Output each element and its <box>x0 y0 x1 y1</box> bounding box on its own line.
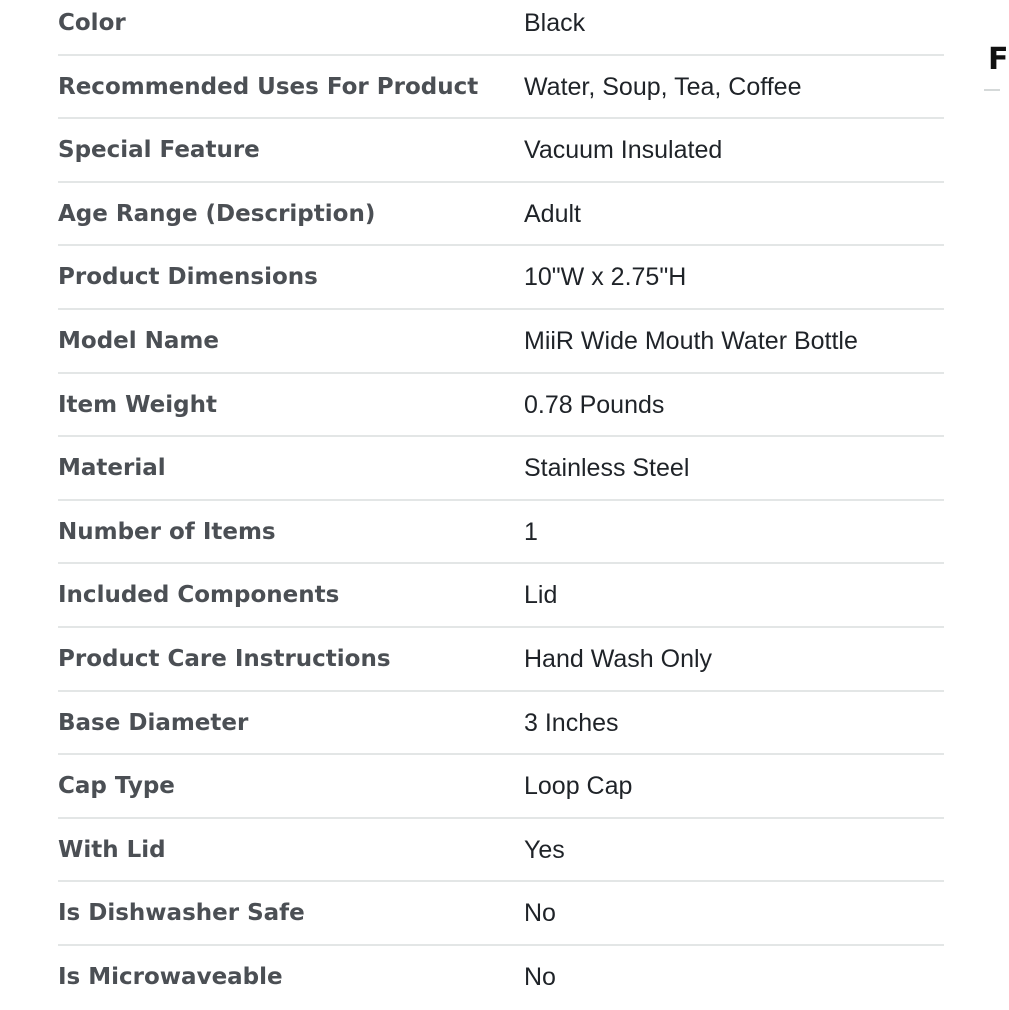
spec-value: Vacuum Insulated <box>524 136 723 165</box>
spec-value: No <box>524 962 556 991</box>
spec-value: 0.78 Pounds <box>524 390 665 419</box>
side-panel-heading: F <box>988 42 1009 77</box>
spec-value: 10"W x 2.75"H <box>524 263 687 292</box>
spec-row-color <box>58 0 944 56</box>
spec-row-included-components <box>58 564 944 628</box>
spec-row-model-name <box>58 310 944 374</box>
spec-label: Color <box>58 10 126 36</box>
spec-label: Recommended Uses For Product <box>58 73 479 100</box>
spec-row-with-lid <box>58 819 944 883</box>
spec-label: With Lid <box>58 836 166 863</box>
spec-row-recommended-uses <box>58 56 944 120</box>
spec-value: Lid <box>524 581 558 610</box>
spec-value: 3 Inches <box>524 708 619 737</box>
spec-label: Is Microwaveable <box>58 963 283 990</box>
spec-label: Age Range (Description) <box>58 200 376 227</box>
spec-row-base-diameter <box>58 692 944 756</box>
spec-label: Product Care Instructions <box>58 645 391 672</box>
spec-label: Model Name <box>58 327 219 354</box>
spec-row-number-of-items <box>58 501 944 565</box>
spec-label: Cap Type <box>58 773 175 800</box>
spec-value: Loop Cap <box>524 772 633 801</box>
product-specs-table <box>58 0 944 1010</box>
spec-row-item-weight <box>58 374 944 438</box>
spec-row-cap-type <box>58 755 944 819</box>
spec-label: Product Dimensions <box>58 264 318 291</box>
spec-row-dishwasher-safe <box>58 882 944 946</box>
spec-value: Adult <box>524 199 581 228</box>
spec-value: Yes <box>524 835 565 864</box>
spec-value: MiiR Wide Mouth Water Bottle <box>524 326 858 355</box>
spec-row-material <box>58 437 944 501</box>
spec-value: Hand Wash Only <box>524 644 713 673</box>
spec-row-special-feature <box>58 119 944 183</box>
spec-value: Water, Soup, Tea, Coffee <box>524 72 802 101</box>
spec-value: Stainless Steel <box>524 454 690 483</box>
spec-label: Special Feature <box>58 137 260 164</box>
spec-value: No <box>524 899 556 928</box>
spec-row-microwaveable <box>58 946 944 1010</box>
spec-value: Black <box>524 9 586 37</box>
spec-label: Is Dishwasher Safe <box>58 900 305 927</box>
spec-row-age-range <box>58 183 944 247</box>
spec-label: Included Components <box>58 582 340 609</box>
spec-label: Base Diameter <box>58 709 249 736</box>
spec-label: Number of Items <box>58 518 276 545</box>
side-panel-divider <box>984 89 1000 91</box>
spec-label: Material <box>58 455 166 482</box>
spec-row-product-dimensions <box>58 246 944 310</box>
spec-row-care-instructions <box>58 628 944 692</box>
spec-value: 1 <box>524 517 538 546</box>
spec-label: Item Weight <box>58 391 217 418</box>
